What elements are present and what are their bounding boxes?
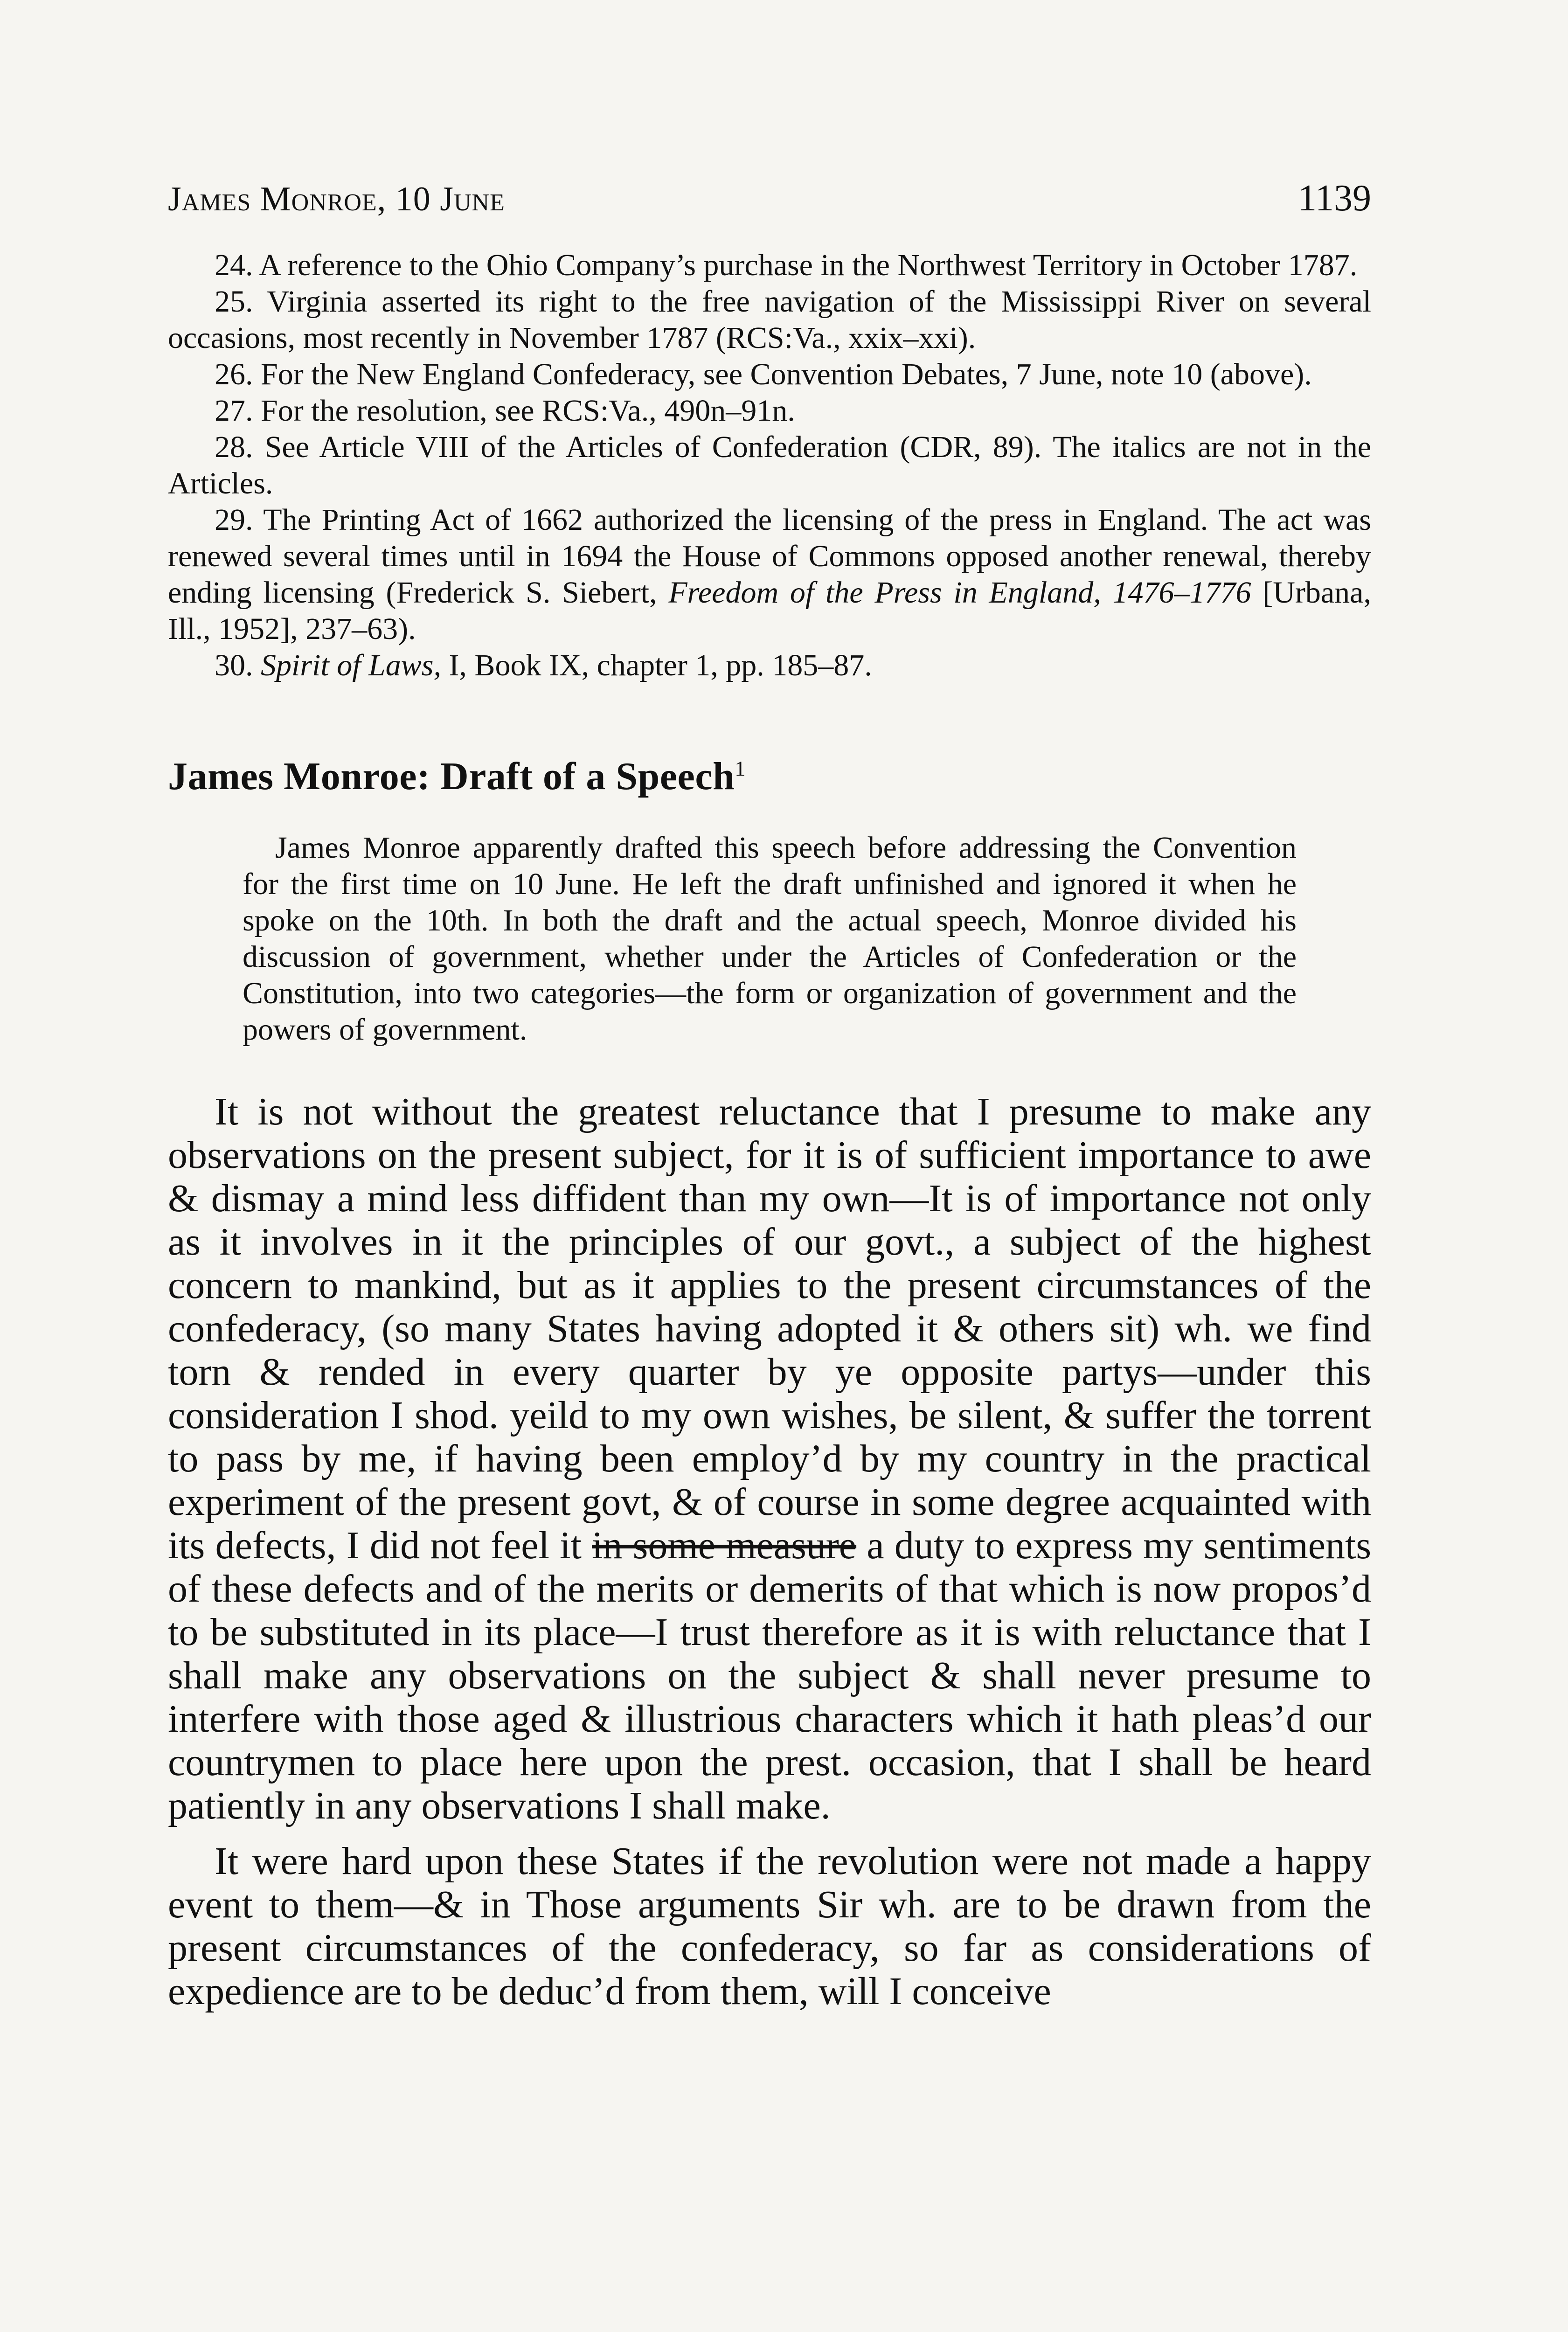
speech-paragraph-2: It were hard upon these States if the revolution were not made a happy event to them—& in Those arguments Sir wh. are to be drawn from the present circumstances of the confederacy, so far as considerations of expedience are to be deduc’d from them, will I conceive	[168, 1839, 1371, 2013]
headnote: James Monroe apparently drafted this speech before addressing the Convention for the first time on 10 June. He left the draft unfinished and ignored it when he spoke on the 10th. In both the draft and the actual speech, Monroe divided his discussion of government, whether under the Articles of Confederation or the Constitution, into two categories—the form or organization of government and the powers of government.	[243, 831, 1297, 1047]
note-25: 25. Virginia asserted its right to the free navigation of the Mississippi River on several occasions, most recently in November 1787 (RCS:Va., xxix–xxi).	[168, 285, 1371, 355]
running-head-title: James Monroe, 10 June	[168, 180, 505, 218]
note-29: 29. The Printing Act of 1662 authorized the licensing of the press in England. The act was renewed several times until in 1694 the House of Commons opposed another renewal, thereby ending licensing (Frederick S. Siebert, Freedom of the Press in England, 1476–1776 [Urbana, Ill., 1952], 237–63).	[168, 503, 1371, 646]
page-number: 1139	[1297, 178, 1371, 219]
note-27: 27. For the resolution, see RCS:Va., 490n–91n.	[215, 394, 795, 428]
note-30-title: Spirit of Laws,	[261, 648, 441, 682]
note-30: 30. Spirit of Laws, I, Book IX, chapter 1, pp. 185–87.	[215, 648, 872, 682]
speech-paragraph-1: It is not without the greatest reluctance that I presume to make any observations on the present subject, for it is of sufficient importance to awe & dismay a mind less diffident than my own—It is of importance not only as it involves in it the principles of our govt., a subject of the highest concern to mankind, but as it applies to the present circumstances of the confederacy, (so many States having adopted it & others sit) wh. we find torn & rended in every quarter by ye opposite partys—under this consideration I shod. yeild to my own wishes, be silent, & suffer the torrent to pass by me, if having been employ’d by my country in the practical experiment of the present govt, & of course in some degree acquainted with its defects, I did not feel it in some measure a duty to express my sentiments of these defects and of the merits or demerits of that which is now propos’d to be substituted in its place—I trust therefore as it is with reluctance that I shall make any observations on the subject & shall never presume to interfere with those aged & illustrious characters which it hath pleas’d our countrymen to place here upon the prest. occasion, that I shall be heard patiently in any observations I shall make.	[168, 1090, 1372, 1827]
note-24: 24. A reference to the Ohio Company’s purchase in the Northwest Territory in October 1787.	[215, 248, 1358, 282]
note-26: 26. For the New England Confederacy, see Convention Debates, 7 June, note 10 (above).	[215, 357, 1312, 391]
page	[168, 177, 1371, 2025]
endnotes	[168, 247, 1371, 684]
speech-text	[168, 1090, 1371, 2013]
struck-text: in some measure	[592, 1524, 857, 1567]
section-heading: James Monroe: Draft of a Speech$^1$	[168, 755, 746, 798]
running-head	[168, 177, 1371, 229]
note-29-title: Freedom of the Press in England, 1476–1776	[668, 576, 1251, 610]
footnote-ref: 1	[735, 757, 746, 780]
note-28: 28. See Article VIII of the Articles of Confederation (CDR, 89). The italics are not in the Articles.	[168, 430, 1371, 500]
